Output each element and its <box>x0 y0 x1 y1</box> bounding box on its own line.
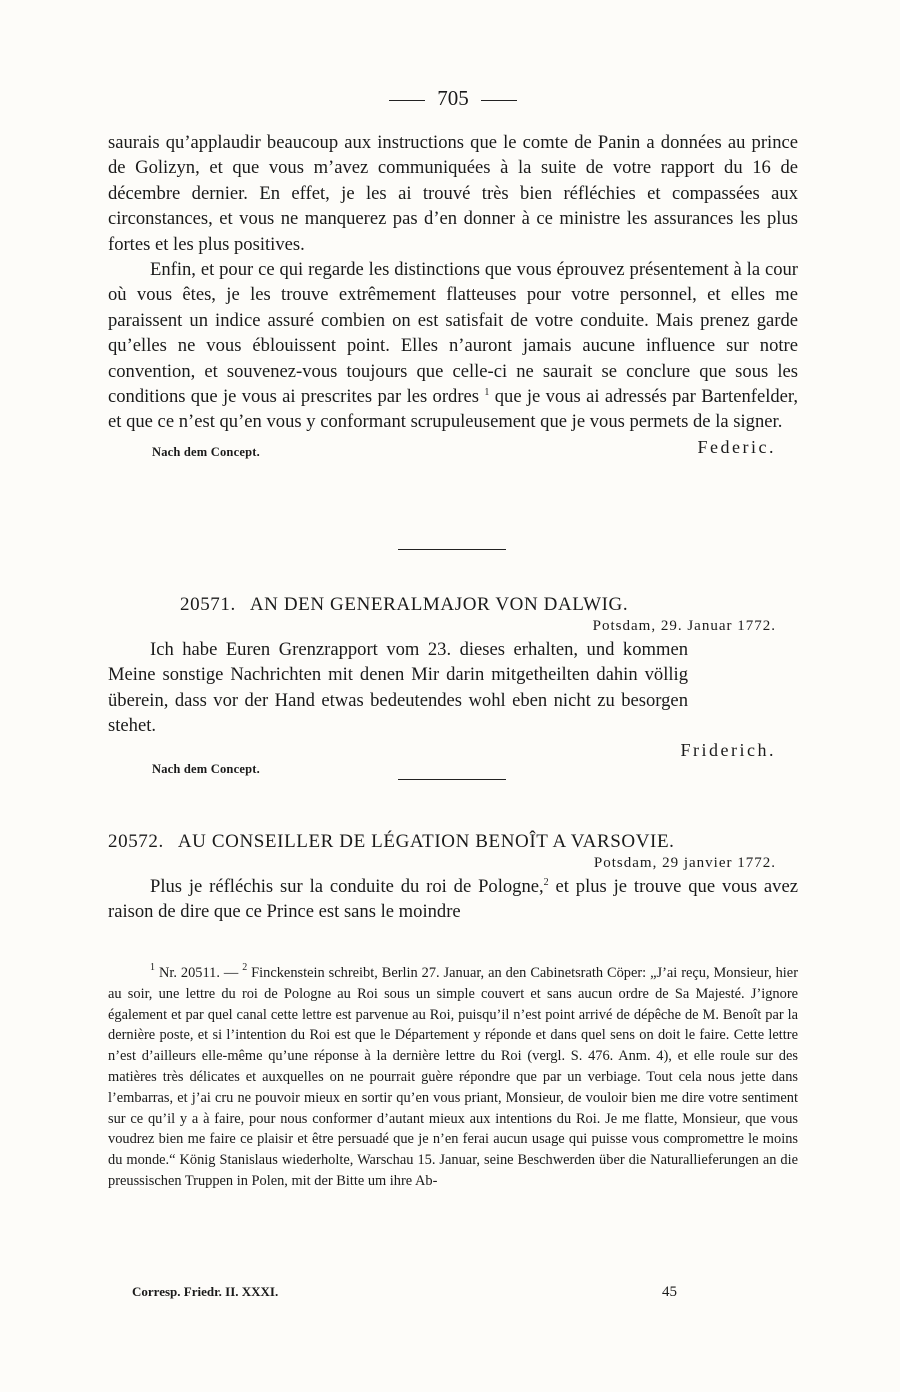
footnote-2: Finckenstein schreibt, Berlin 27. Januar, an den Cabinetsrath Cöper: „J’ai reçu, Monsieur, hier au soir, une lettre du roi de Pologne au Roi sous un simple couvert et sans aucun ordre de Sa Majesté. J’ignore également et par quel canal cette lettre est parvenue au Roi, puisqu’il n’est point arrivé de dépêche de M. Benoît par la dernière poste, et si l’intention du Roi est que le Département y réponde et dans quel sens on doit le faire. Cette lettre n’est d’ailleurs elle-même qu’une réponse à la dernière lettre du Roi (vergl. S. 476. Anm. 4), et elle roule sur des matières très délicates et auxquelles on ne pourrait guère répondre que par un verbiage. Tout cela nous jette dans l’embarras, et j’ai cru ne pouvoir mieux en sortir qu’en vous priant, Monsieur, de vouloir bien me dire votre sentiment sur ce qu’il y a à faire, pour nous conformer d’autant mieux aux intentions du Roi. Je me flatte, Monsieur, que vous voudrez bien me faire ce plaisir et être persuadé que je n’en ferai aucun usage qui puisse vous compromettre le moins du monde.“ König Stanislaus wiederholte, Warschau 15. Januar, seine Beschwerden über die Naturallieferungen an die preussischen Truppen in Polen, mit der Bitte um ihre Ab- <box>108 965 798 1189</box>
header-dash-left <box>389 100 425 101</box>
header-dash-right <box>481 100 517 101</box>
source-note-2: Nach dem Concept. <box>152 762 260 776</box>
letter-20571-heading <box>108 594 798 616</box>
footnote-1-mark: 1 <box>150 962 155 973</box>
letter-body: Ich habe Euren Grenzrapport vom 23. dieses erhalten, und kommen Meine sonstige Nachrichten mit denen Mir darin mitgetheilten dahin völlig überein, dass vor der Hand etwas bedeutendes wohl eben nicht zu besorgen stehet. <box>108 639 688 737</box>
footnote-2-mark: 2 <box>242 962 248 973</box>
continuation-paragraph-1: saurais qu’applaudir beaucoup aux instructions que le comte de Panin a données au prince de Golizyn, et que vous m’avez communiquées à la suite de votre rapport du 16 de décembre dernier. En effet, je les ai trouvé très bien réfléchies et compassées aux circonstances, et vous ne manquerez pas d’en donner à ce ministre les assurances les plus fortes et les plus positives. <box>108 132 798 255</box>
divider-rule-1 <box>398 549 506 550</box>
page-number: 705 <box>437 86 469 110</box>
signature-federic: Federic. <box>697 436 776 457</box>
continuation-paragraph-2-text: Enfin, et pour ce qui regarde les distinctions que vous éprouvez présentement à la cour où vous êtes, je les trouve extrêmement flatteuses pour votre personnel, et elles me paraissent un indice assuré combien on est satisfait de votre conduite. Mais prenez garde qu’elles ne vous éblouissent point. Elles n’auront jamais aucune influence sur notre convention, et souvenez-vous toujours que celle-ci ne saurait se conclure que sous les conditions que je vous ai prescrites par les ordres <box>108 259 798 408</box>
signature-line <box>132 1284 798 1300</box>
letter-title: AU CONSEILLER DE LÉGATION BENOÎT A VARSOVIE. <box>177 831 675 852</box>
letter-body <box>108 874 798 925</box>
letter-number: 20571. <box>180 594 236 615</box>
letter-number: 20572. <box>108 831 164 852</box>
volume-signature: Corresp. Friedr. II. XXXI. <box>132 1284 279 1299</box>
divider-rule-2 <box>398 779 506 780</box>
footnote-1: Nr. 20511. — <box>158 965 239 981</box>
continuation-paragraph-2-end: que je vous ai adressés par Bartenfelder, et que ce n’est qu’en vous y conformant scrupuleusement que je vous permets de la signer. <box>108 386 799 433</box>
footnote-mark-1: 1 <box>484 387 490 399</box>
footnotes <box>108 963 798 1192</box>
page-header <box>108 86 798 111</box>
letter-dateline: Potsdam, 29. Januar 1772. <box>592 618 776 634</box>
source-note-1: Nach dem Concept. <box>152 444 260 459</box>
continuation-block <box>108 130 798 463</box>
letter-20572-heading <box>108 831 798 853</box>
letter-20571 <box>108 594 798 739</box>
letter-title: AN DEN GENERALMAJOR VON DALWIG. <box>249 594 629 615</box>
letter-20572 <box>108 831 798 925</box>
closing-line <box>108 435 798 463</box>
footnote-mark-2: 2 <box>543 877 549 888</box>
letter-dateline: Potsdam, 29 janvier 1772. <box>593 855 776 871</box>
signature-friderich: Friderich. <box>680 740 776 760</box>
letter-body-a: Plus je réfléchis sur la conduite du roi de Pologne, <box>150 876 544 897</box>
sheet-number: 45 <box>662 1284 677 1300</box>
continuation-paragraph-2 <box>108 257 798 435</box>
letter-body-b: et plus je trouve que vous avez raison de dire que ce Prince est sans le moindre <box>108 876 798 923</box>
footnote-text <box>108 963 798 1192</box>
